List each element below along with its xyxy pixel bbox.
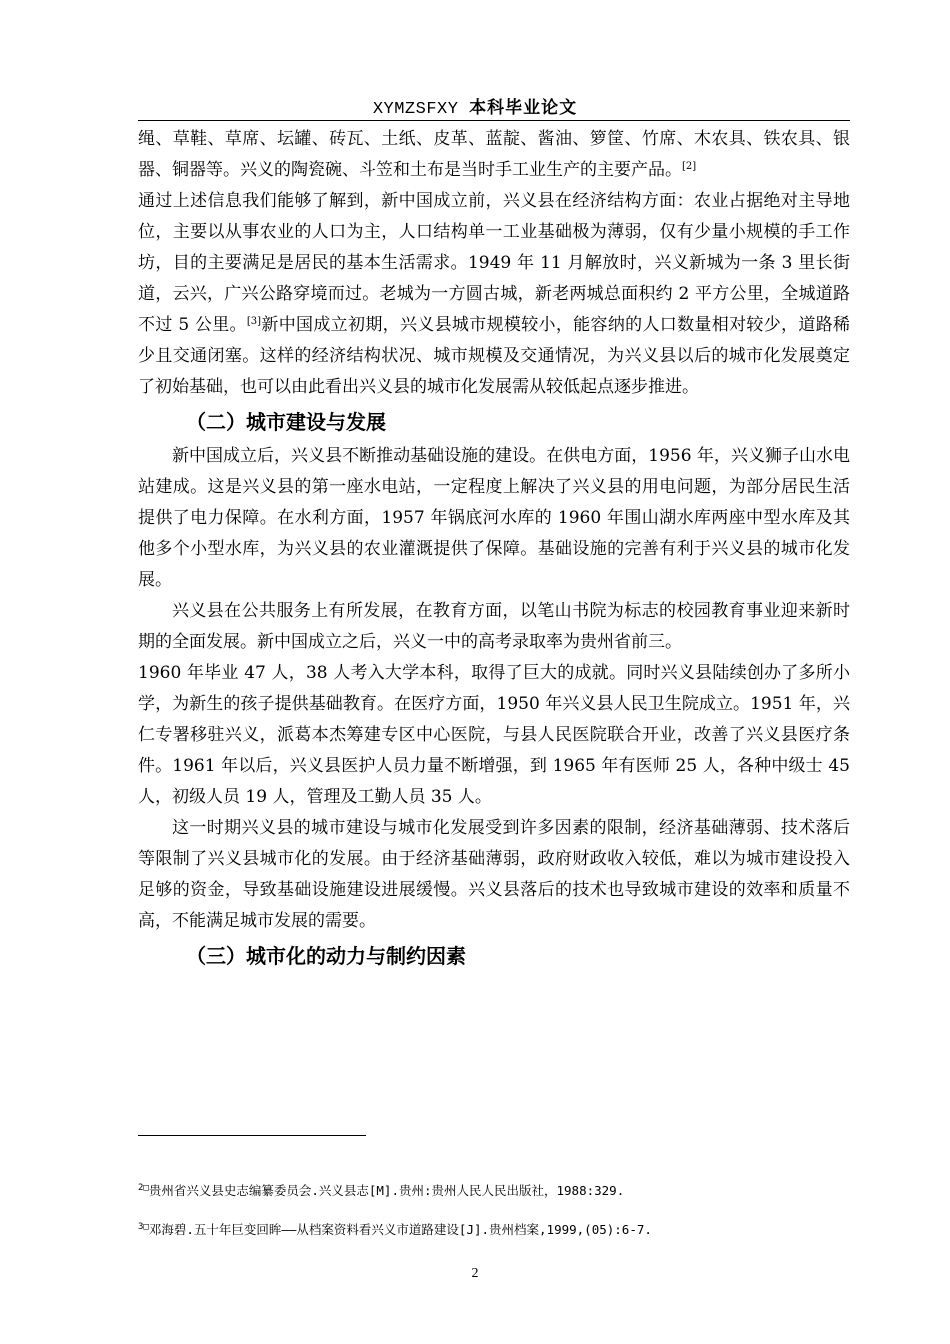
footnote-3-text: 邓海碧.五十年巨变回眸——从档案资料看兴义市道路建设[J].贵州档案,1999,(05):6-7. [148,1222,652,1237]
footnote-3-mark: □ [143,1222,149,1232]
paragraph-4-continued: 1960 年毕业 47 人，38 人考入大学本科，取得了巨大的成就。同时兴义县陆续创办了多所小学，为新生的孩子提供基础教育。在医疗方面，1950 年兴义县人民卫生院成立。1951 年，兴仁专署移驻兴义，派葛本杰筹建专区中心医院，与县人民医院联合开业，改善了兴义县医疗条件。1961 年以后，兴义县医护人员力量不断增强，到 1965 年有医师 25 人，各种中级士 45 人，初级人员 19 人，管理及工勤人员 35 人。 [138,663,850,807]
footnotes [138,1170,850,1248]
section-heading-3: （三）城市化的动力与制约因素 [186,944,466,968]
body-text [138,124,850,975]
paragraph-1 [138,124,850,186]
header-chinese: 本科毕业论文 [469,98,578,118]
footnote-separator [138,1135,366,1136]
page-header [0,93,950,119]
paragraph-3: 新中国成立后，兴义县不断推动基础设施的建设。在供电方面，1956 年，兴义狮子山水电站建成。这是兴义县的第一座水电站，一定程度上解决了兴义县的用电问题，为部分居民生活提供了电力保障。在水利方面，1957 年锅底河水库的 1960 年围山湖水库两座中型水库及其他多个小型水库，为兴义县的农业灌溉提供了保障。基础设施的完善有利于兴义县的城市化发展。 [138,446,850,590]
footnote-3 [138,1209,850,1248]
footnote-ref-2[interactable]: [2] [682,161,697,172]
header-rule [138,120,850,121]
paragraph-2 [138,186,850,403]
paragraph-5: 这一时期兴义县的城市建设与城市化发展受到许多因素的限制，经济基础薄弱、技术落后等限制了兴义县城市化的发展。由于经济基础薄弱，政府财政收入较低，难以为城市建设投入足够的资金，导致基础设施建设进展缓慢。兴义县落后的技术也导致城市建设的效率和质量不高，不能满足城市发展的需要。 [138,818,850,931]
footnote-2-text: 贵州省兴义县史志编纂委员会.兴义县志[M].贵州:贵州人民人民出版社，1988:329. [148,1183,625,1198]
paragraph-2-text-a: 通过上述信息我们能够了解到，新中国成立前，兴义县在经济结构方面：农业占据绝对主导地位，主要以从事农业的人口为主，人口结构单一工业基础极为薄弱，仅有少量小规模的手工作坊，目的主要满足是居民的基本生活需求。1949 年 11 月解放时，兴义新城为一条 3 里长街道，云兴，广兴公路穿境而过。老城为一方圆古城，新老两城总面积约 2 平方公里，全城道路不过 5 公里。 [138,191,850,335]
header-latin: XYMZSFXY [372,100,459,119]
page-number: 2 [471,1266,479,1281]
paragraph-1-text: 绳、草鞋、草席、坛罐、砖瓦、土纸、皮革、蓝靛、酱油、箩筐、竹席、木农具、铁农具、银器、铜器等。兴义的陶瓷碗、斗笠和土布是当时手工业生产的主要产品。 [138,129,850,180]
footnote-2 [138,1170,850,1209]
section-heading-2: （二）城市建设与发展 [186,410,386,434]
footnote-ref-3[interactable]: [3] [246,316,262,327]
paragraph-4: 兴义县在公共服务上有所发展，在教育方面，以笔山书院为标志的校园教育事业迎来新时期的全面发展。新中国成立之后，兴义一中的高考录取率为贵州省前三。 [138,601,850,652]
footnote-2-mark: □ [143,1183,149,1193]
paragraph-2-text-b: 新中国成立初期，兴义县城市规模较小，能容纳的人口数量相对较少，道路稀少且交通闭塞。这样的经济结构状况、城市规模及交通情况，为兴义县以后的城市化发展奠定了初始基础，也可以由此看出兴义县的城市化发展需从较低起点逐步推进。 [138,315,851,397]
footnote-2-number: 2 [138,1183,144,1193]
footnote-3-number: 3 [138,1222,144,1232]
